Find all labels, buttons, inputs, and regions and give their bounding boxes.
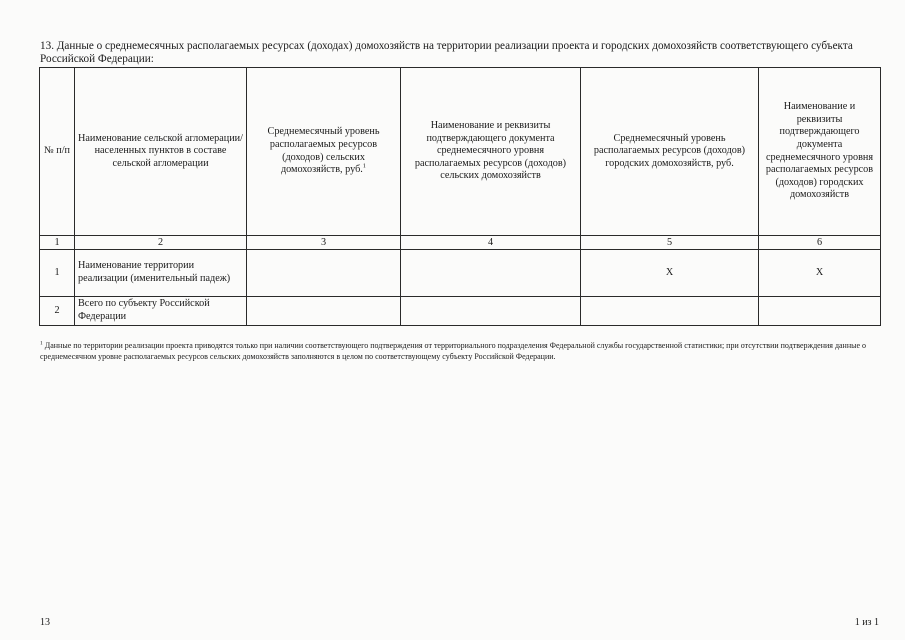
territory-name-cell: Наименование территории реализации (именительный падеж): [75, 250, 247, 297]
column-number-row: [40, 236, 881, 250]
column-number: 3: [247, 236, 401, 250]
row-number: 1: [40, 250, 75, 297]
column-header: Наименование и реквизиты подтверждающего документа среднемесячного уровня располагаемых ресурсов (доходов) городских домохозяйств: [759, 68, 881, 236]
rural-document-cell: [401, 297, 581, 326]
income-table: [39, 67, 881, 326]
urban-document-cell: [759, 297, 881, 326]
rural-income-cell: [247, 297, 401, 326]
column-header: № п/п: [40, 68, 75, 236]
column-header: Среднемесячный уровень располагаемых ресурсов (доходов) городских домохозяйств, руб.: [581, 68, 759, 236]
column-number: 2: [75, 236, 247, 250]
page-number: 13: [40, 617, 50, 628]
column-number: 6: [759, 236, 881, 250]
page-count: 1 из 1: [854, 617, 879, 628]
column-number: 4: [401, 236, 581, 250]
column-header-text: Среднемесячный уровень располагаемых ресурсов (доходов) сельских домохозяйств, руб.: [267, 126, 380, 176]
table-header-row: [40, 68, 881, 236]
region-total-cell: Всего по субъекту Российской Федерации: [75, 297, 247, 326]
footnote-mark: 1: [40, 340, 43, 347]
urban-income-cell: X: [581, 250, 759, 297]
column-header: [247, 68, 401, 236]
row-number: 2: [40, 297, 75, 326]
rural-document-cell: [401, 250, 581, 297]
urban-income-cell: [581, 297, 759, 326]
footnote-text: Данные по территории реализации проекта приводятся только при наличии соответствующего подтверждения от территориального подразделения Федеральной службы государственной статистики; при отсутствии подтверждения данные о среднемесячном уровне располагаемых ресурсов сельских домохозяйств заполняются в целом по соответствующему субъекту Российской Федерации.: [40, 341, 867, 361]
footnote-reference: 1: [362, 162, 367, 170]
footnote: [40, 340, 882, 362]
table-row: [40, 250, 881, 297]
table-row: [40, 297, 881, 326]
column-header: Наименование и реквизиты подтверждающего документа среднемесячного уровня располагаемых ресурсов (доходов) сельских домохозяйств: [401, 68, 581, 236]
column-number: 5: [581, 236, 759, 250]
section-heading: 13. Данные о среднемесячных располагаемых ресурсах (доходах) домохозяйств на территории реализации проекта и городских домохозяйств соответствующего субъекта Российской Федерации:: [40, 40, 853, 65]
column-number: 1: [40, 236, 75, 250]
urban-document-cell: X: [759, 250, 881, 297]
column-header: Наименование сельской агломерации/населенных пунктов в составе сельской агломерации: [75, 68, 247, 236]
rural-income-cell: [247, 250, 401, 297]
